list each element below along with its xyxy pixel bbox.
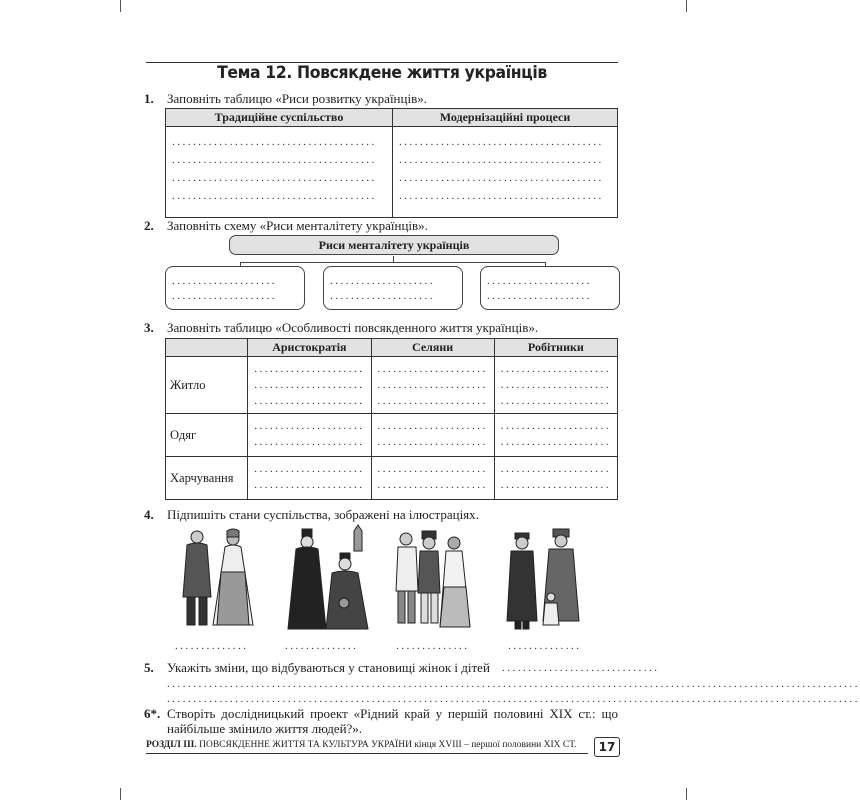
peasants-illustration	[390, 527, 475, 632]
table-header: Робітники	[494, 339, 617, 357]
table-cell[interactable]: ..................... .....................	[494, 414, 617, 457]
table-header: Модернізаційні процеси	[393, 109, 618, 127]
table-cell[interactable]: ..................... .....................	[494, 457, 617, 500]
table-development	[165, 108, 618, 218]
nobility-couple-illustration	[175, 527, 260, 632]
table-cell[interactable]: ..................... .....................	[371, 457, 494, 500]
scheme-box[interactable]: .................... ....................	[480, 266, 620, 310]
table-cell[interactable]: ..................... ..................... .....................	[494, 357, 617, 414]
table-cell[interactable]: ..................... .....................	[248, 414, 371, 457]
table-header	[166, 339, 248, 357]
table-header: Аристократія	[248, 339, 371, 357]
crop-mark	[686, 788, 687, 800]
crop-mark	[120, 0, 121, 12]
table-cell[interactable]: ..................... ..................... .....................	[371, 357, 494, 414]
connector-line	[240, 262, 546, 263]
footer-section: РОЗДІЛ ІІІ.	[146, 740, 197, 750]
task-number: 6*.	[144, 706, 161, 721]
task-text: Заповніть таблицю «Особливості повсякденного життя українців».	[167, 320, 539, 335]
task-text: Створіть дослідницький проект «Рідний край у першій половині XIX ст.: що найбільше змінило життя людей?».	[167, 706, 618, 736]
row-label: Харчування	[166, 457, 248, 500]
crop-mark	[120, 788, 121, 800]
footer-rule	[146, 753, 588, 754]
table-cell[interactable]: ..................... .....................	[371, 414, 494, 457]
fill-in-line: ....................................... ....................................... ....................................... .......................................	[399, 136, 604, 202]
crop-mark	[686, 0, 687, 12]
footer	[146, 740, 576, 750]
fill-in-line[interactable]: ..............	[285, 640, 359, 652]
table-cell[interactable]: ..................... ..................... .....................	[248, 357, 371, 414]
fill-in-line[interactable]: ....................................................................................................................................	[167, 678, 860, 690]
table-header: Традиційне суспільство	[166, 109, 393, 127]
task-text: Підпишіть стани суспільства, зображені на ілюстраціях.	[167, 507, 479, 522]
fill-in-line[interactable]: ....................................................................................................................................	[167, 693, 860, 705]
task-number: 2.	[144, 218, 154, 233]
task-number: 1.	[144, 91, 154, 106]
scheme-box[interactable]: .................... ....................	[165, 266, 305, 310]
scheme-box[interactable]: .................... ....................	[323, 266, 463, 310]
footer-text: ПОВСЯКДЕННЕ ЖИТТЯ ТА КУЛЬТУРА УКРАЇНИ кінця XVIII – першої половини XIX СТ.	[199, 740, 577, 750]
table-cell[interactable]	[393, 127, 618, 218]
fill-in-line[interactable]: ..............................	[502, 662, 660, 674]
table-header: Селяни	[371, 339, 494, 357]
page-title: Тема 12. Повсякдене життя українців	[217, 63, 547, 83]
table-daily-life	[165, 338, 618, 500]
row-label: Одяг	[166, 414, 248, 457]
table-cell[interactable]	[166, 127, 393, 218]
row-label: Житло	[166, 357, 248, 414]
task-text: Укажіть зміни, що відбуваються у становищі жінок і дітей	[167, 660, 490, 675]
scheme-title: Риси менталітету українців	[229, 235, 559, 255]
task-number: 3.	[144, 320, 154, 335]
fill-in-line[interactable]: ..............	[508, 640, 582, 652]
page-number: 17	[594, 737, 620, 757]
task-number: 5.	[144, 660, 154, 675]
fill-in-line: ....................................... ....................................... ....................................... .......................................	[172, 136, 377, 202]
merchants-illustration	[503, 527, 588, 632]
task-text: Заповніть таблицю «Риси розвитку українців».	[167, 91, 427, 106]
table-cell[interactable]: ..................... .....................	[248, 457, 371, 500]
task-number: 4.	[144, 507, 154, 522]
task-text: Заповніть схему «Риси менталітету українців».	[167, 218, 428, 233]
fill-in-line[interactable]: ..............	[175, 640, 249, 652]
fill-in-line[interactable]: ..............	[396, 640, 470, 652]
clergy-illustration	[284, 523, 374, 633]
